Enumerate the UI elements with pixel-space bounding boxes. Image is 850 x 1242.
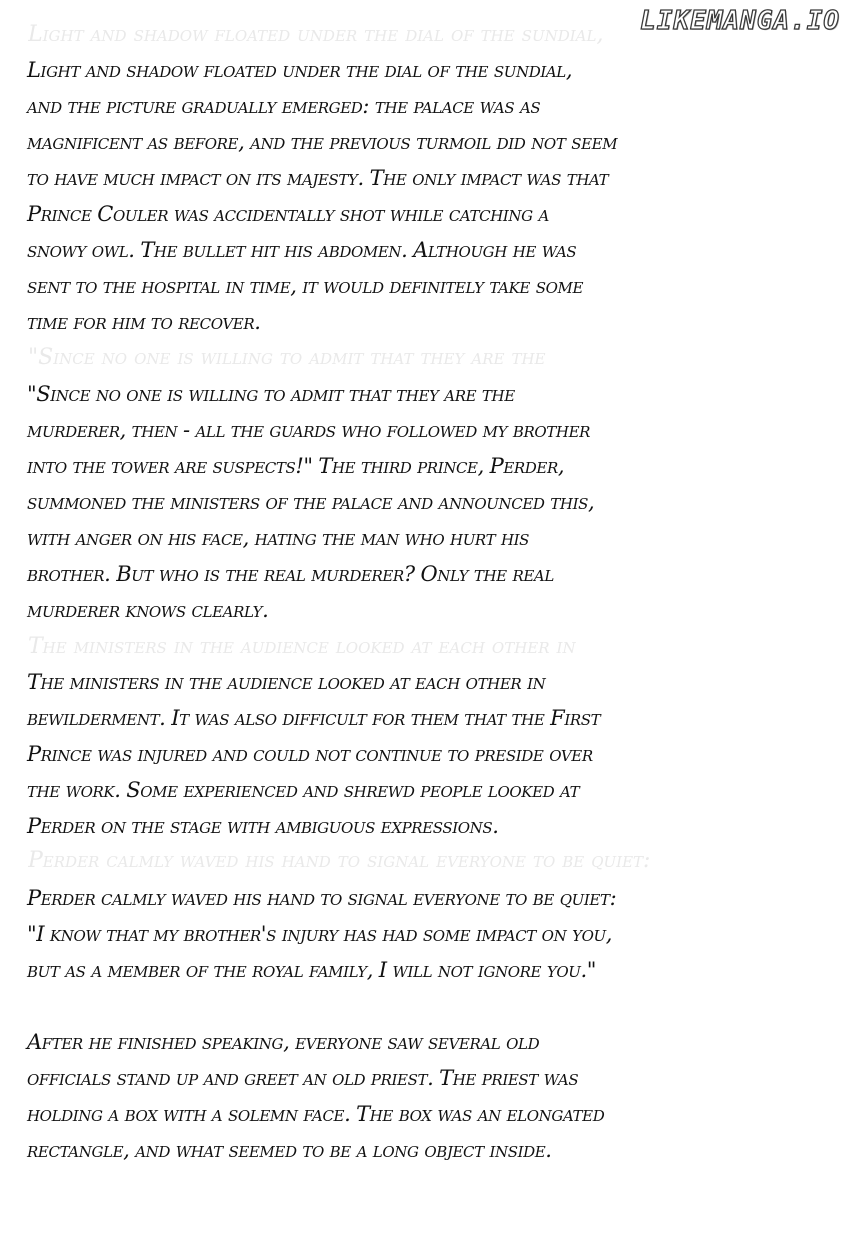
text-line: the work. Some experienced and shrewd people looked at bbox=[27, 778, 580, 802]
text-line: Perder calmly waved his hand to signal everyone to be quiet: bbox=[27, 886, 617, 910]
site-watermark: LIKEMANGA.IO bbox=[640, 6, 840, 36]
text-line: but as a member of the royal family, I will not ignore you." bbox=[27, 958, 597, 982]
bleed-through-text: The ministers in the audience looked at each other in bbox=[28, 634, 576, 659]
paragraph-3 bbox=[27, 664, 839, 844]
bleed-through-text: Light and shadow floated under the dial of the sundial, bbox=[28, 22, 604, 47]
text-line: with anger on his face, hating the man who hurt his bbox=[27, 526, 530, 550]
text-line: time for him to recover. bbox=[27, 310, 261, 334]
text-line: summoned the ministers of the palace and announced this, bbox=[27, 490, 595, 514]
paragraph-2 bbox=[27, 376, 839, 628]
paragraph-4 bbox=[27, 880, 839, 988]
text-line: The ministers in the audience looked at each other in bbox=[27, 670, 546, 694]
text-line: murderer knows clearly. bbox=[27, 598, 269, 622]
text-line: and the picture gradually emerged: the palace was as bbox=[27, 94, 541, 118]
text-line: into the tower are suspects!" The third prince, Perder, bbox=[27, 454, 565, 478]
text-line: After he finished speaking, everyone saw several old bbox=[27, 1030, 540, 1054]
story-text bbox=[27, 52, 839, 1204]
text-line: murderer, then - all the guards who followed my brother bbox=[27, 418, 591, 442]
text-line: Prince was injured and could not continue to preside over bbox=[27, 742, 593, 766]
text-line: holding a box with a solemn face. The box was an elongated bbox=[27, 1102, 605, 1126]
text-line: brother. But who is the real murderer? Only the real bbox=[27, 562, 554, 586]
text-line: magnificent as before, and the previous turmoil did not seem bbox=[27, 130, 618, 154]
text-line: Prince Couler was accidentally shot while catching a bbox=[27, 202, 549, 226]
bleed-through-text: Perder calmly waved his hand to signal everyone to be quiet: bbox=[28, 848, 651, 873]
paragraph-1 bbox=[27, 52, 839, 340]
text-line: Light and shadow floated under the dial of the sundial, bbox=[27, 58, 573, 82]
text-line: bewilderment. It was also difficult for them that the First bbox=[27, 706, 601, 730]
text-line: rectangle, and what seemed to be a long object inside. bbox=[27, 1138, 552, 1162]
text-line: snowy owl. The bullet hit his abdomen. Although he was bbox=[27, 238, 577, 262]
text-line: "I know that my brother's injury has had some impact on you, bbox=[27, 922, 612, 946]
paragraph-5 bbox=[27, 1024, 839, 1168]
bleed-through-text: "Since no one is willing to admit that they are the bbox=[28, 345, 546, 370]
text-line: to have much impact on its majesty. The only impact was that bbox=[27, 166, 609, 190]
text-line: "Since no one is willing to admit that they are the bbox=[27, 382, 515, 406]
text-line: officials stand up and greet an old priest. The priest was bbox=[27, 1066, 579, 1090]
text-line: sent to the hospital in time, it would definitely take some bbox=[27, 274, 584, 298]
text-line: Perder on the stage with ambiguous expressions. bbox=[27, 814, 499, 838]
